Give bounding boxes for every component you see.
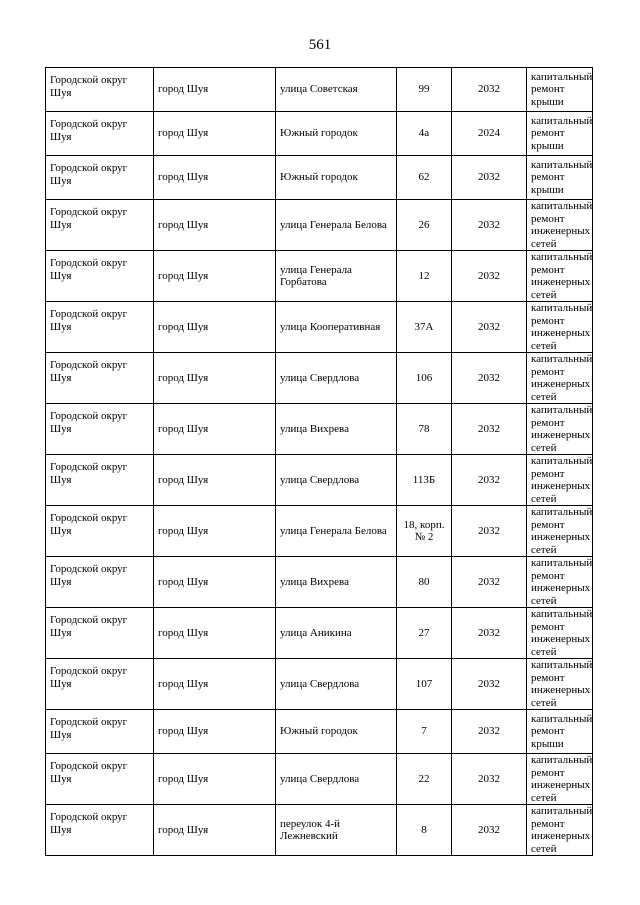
cell-street: улица Генерала Белова	[276, 506, 397, 557]
cell-city: город Шуя	[154, 251, 276, 302]
table-row	[46, 251, 593, 302]
cell-city: город Шуя	[154, 754, 276, 805]
table-row	[46, 659, 593, 710]
cell-district: Городской округ Шуя	[46, 302, 154, 353]
cell-district: Городской округ Шуя	[46, 754, 154, 805]
cell-year: 2024	[452, 112, 527, 156]
table-row	[46, 455, 593, 506]
cell-city: город Шуя	[154, 68, 276, 112]
cell-city: город Шуя	[154, 455, 276, 506]
cell-year: 2032	[452, 659, 527, 710]
table-row	[46, 805, 593, 856]
cell-year: 2032	[452, 353, 527, 404]
cell-street: улица Генерала Горбатова	[276, 251, 397, 302]
cell-work-type: капитальный ремонт крыши	[527, 68, 593, 112]
cell-year: 2032	[452, 251, 527, 302]
table-row	[46, 200, 593, 251]
cell-house-number: 4а	[397, 112, 452, 156]
cell-district: Городской округ Шуя	[46, 506, 154, 557]
cell-street: улица Вихрева	[276, 557, 397, 608]
cell-district: Городской округ Шуя	[46, 455, 154, 506]
cell-house-number: 80	[397, 557, 452, 608]
table-row	[46, 302, 593, 353]
cell-district: Городской округ Шуя	[46, 710, 154, 754]
cell-work-type: капитальный ремонт инженерных сетей	[527, 302, 593, 353]
table-row	[46, 353, 593, 404]
cell-house-number: 37А	[397, 302, 452, 353]
table-row	[46, 404, 593, 455]
cell-district: Городской округ Шуя	[46, 251, 154, 302]
cell-work-type: капитальный ремонт инженерных сетей	[527, 754, 593, 805]
cell-house-number: 7	[397, 710, 452, 754]
cell-house-number: 22	[397, 754, 452, 805]
cell-district: Городской округ Шуя	[46, 156, 154, 200]
cell-city: город Шуя	[154, 710, 276, 754]
table-row	[46, 506, 593, 557]
cell-district: Городской округ Шуя	[46, 353, 154, 404]
repair-schedule-table	[45, 67, 593, 856]
cell-work-type: капитальный ремонт крыши	[527, 112, 593, 156]
cell-year: 2032	[452, 710, 527, 754]
cell-street: улица Аникина	[276, 608, 397, 659]
cell-work-type: капитальный ремонт инженерных сетей	[527, 608, 593, 659]
table-row	[46, 608, 593, 659]
cell-house-number: 27	[397, 608, 452, 659]
cell-work-type: капитальный ремонт инженерных сетей	[527, 404, 593, 455]
cell-street: улица Свердлова	[276, 353, 397, 404]
cell-work-type: капитальный ремонт инженерных сетей	[527, 200, 593, 251]
cell-work-type: капитальный ремонт крыши	[527, 156, 593, 200]
cell-year: 2032	[452, 506, 527, 557]
cell-district: Городской округ Шуя	[46, 68, 154, 112]
cell-city: город Шуя	[154, 404, 276, 455]
cell-house-number: 18, корп. № 2	[397, 506, 452, 557]
table-row	[46, 557, 593, 608]
page-number: 561	[308, 37, 332, 53]
cell-city: город Шуя	[154, 353, 276, 404]
cell-street: улица Генерала Белова	[276, 200, 397, 251]
cell-district: Городской округ Шуя	[46, 404, 154, 455]
cell-year: 2032	[452, 608, 527, 659]
cell-house-number: 107	[397, 659, 452, 710]
cell-district: Городской округ Шуя	[46, 805, 154, 856]
cell-year: 2032	[452, 68, 527, 112]
cell-year: 2032	[452, 302, 527, 353]
cell-house-number: 26	[397, 200, 452, 251]
cell-street: улица Кооперативная	[276, 302, 397, 353]
cell-house-number: 106	[397, 353, 452, 404]
cell-house-number: 78	[397, 404, 452, 455]
table-row	[46, 710, 593, 754]
cell-street: улица Свердлова	[276, 455, 397, 506]
cell-city: город Шуя	[154, 608, 276, 659]
cell-district: Городской округ Шуя	[46, 112, 154, 156]
cell-work-type: капитальный ремонт инженерных сетей	[527, 506, 593, 557]
cell-district: Городской округ Шуя	[46, 557, 154, 608]
cell-street: улица Свердлова	[276, 754, 397, 805]
cell-street: улица Советская	[276, 68, 397, 112]
cell-street: улица Вихрева	[276, 404, 397, 455]
cell-year: 2032	[452, 557, 527, 608]
cell-year: 2032	[452, 754, 527, 805]
table-row	[46, 112, 593, 156]
cell-year: 2032	[452, 805, 527, 856]
cell-street: Южный городок	[276, 112, 397, 156]
cell-city: город Шуя	[154, 659, 276, 710]
cell-city: город Шуя	[154, 557, 276, 608]
cell-work-type: капитальный ремонт инженерных сетей	[527, 353, 593, 404]
cell-street: переулок 4-й Лежневский	[276, 805, 397, 856]
cell-city: город Шуя	[154, 156, 276, 200]
cell-work-type: капитальный ремонт инженерных сетей	[527, 805, 593, 856]
cell-work-type: капитальный ремонт инженерных сетей	[527, 557, 593, 608]
cell-city: город Шуя	[154, 200, 276, 251]
table-row	[46, 68, 593, 112]
cell-city: город Шуя	[154, 112, 276, 156]
cell-city: город Шуя	[154, 506, 276, 557]
cell-district: Городской округ Шуя	[46, 659, 154, 710]
cell-work-type: капитальный ремонт инженерных сетей	[527, 659, 593, 710]
cell-house-number: 62	[397, 156, 452, 200]
cell-city: город Шуя	[154, 302, 276, 353]
table-row	[46, 754, 593, 805]
cell-city: город Шуя	[154, 805, 276, 856]
cell-district: Городской округ Шуя	[46, 200, 154, 251]
cell-house-number: 8	[397, 805, 452, 856]
cell-street: Южный городок	[276, 156, 397, 200]
cell-district: Городской округ Шуя	[46, 608, 154, 659]
table-row	[46, 156, 593, 200]
cell-year: 2032	[452, 200, 527, 251]
cell-work-type: капитальный ремонт инженерных сетей	[527, 455, 593, 506]
cell-work-type: капитальный ремонт крыши	[527, 710, 593, 754]
cell-street: Южный городок	[276, 710, 397, 754]
cell-year: 2032	[452, 404, 527, 455]
cell-year: 2032	[452, 455, 527, 506]
cell-street: улица Свердлова	[276, 659, 397, 710]
cell-house-number: 99	[397, 68, 452, 112]
cell-house-number: 12	[397, 251, 452, 302]
cell-year: 2032	[452, 156, 527, 200]
cell-house-number: 113Б	[397, 455, 452, 506]
cell-work-type: капитальный ремонт инженерных сетей	[527, 251, 593, 302]
